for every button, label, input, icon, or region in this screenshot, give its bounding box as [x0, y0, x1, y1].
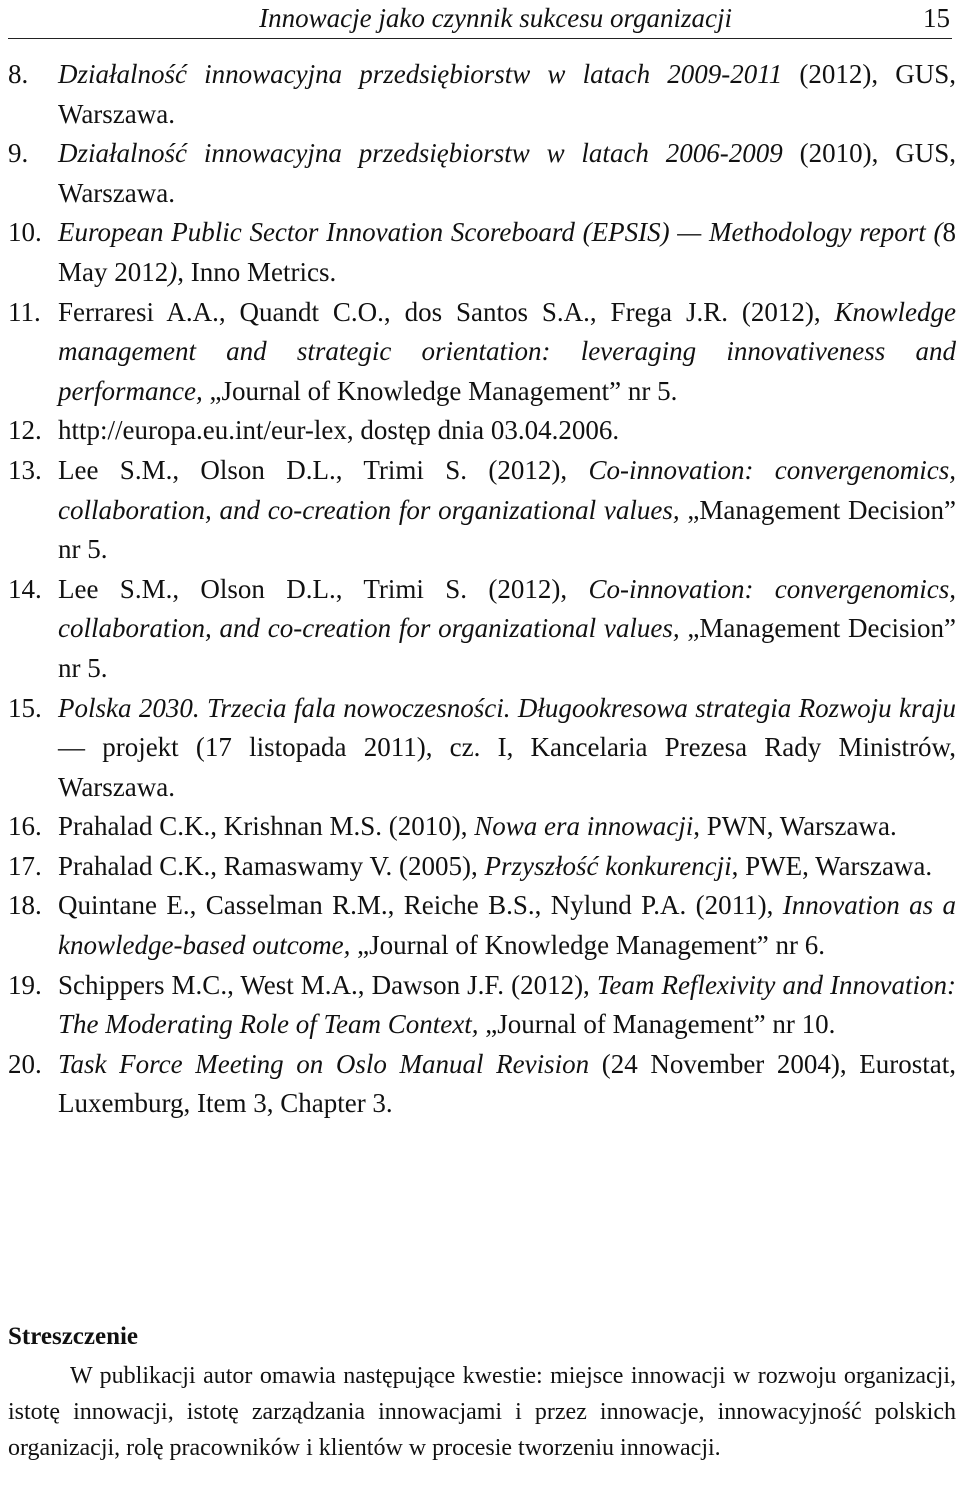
reference-item	[8, 451, 956, 570]
reference-text: „Journal of Knowledge Management” nr 5.	[202, 375, 678, 406]
reference-number: 9.	[8, 138, 29, 169]
reference-text: Lee S.M., Olson D.L., Trimi S. (2012),	[58, 454, 589, 485]
reference-title: Polska 2030. Trzecia fala nowoczesności. Długookresowa strategia Rozwoju kraju	[58, 692, 956, 723]
reference-title: Innovation as a knowledge-based outcome,	[58, 890, 956, 961]
reference-title: Knowledge management and strategic orientation: leveraging innovativeness and performance,	[58, 296, 956, 406]
reference-title: )	[168, 256, 178, 287]
reference-item	[8, 213, 956, 292]
reference-number: 18.	[8, 890, 42, 921]
reference-number: 17.	[8, 850, 42, 881]
reference-item	[8, 807, 956, 847]
reference-text: — projekt (17 listopada 2011), cz. I, Kancelaria Prezesa Rady Ministrów, Warszawa.	[58, 732, 956, 802]
reference-text: http://europa.eu.int/eur-lex, dostęp dnia 03.04.2006.	[58, 415, 620, 446]
reference-text: Prahalad C.K., Ramaswamy V. (2005),	[58, 850, 485, 881]
reference-number: 8.	[8, 59, 29, 89]
reference-title: Co-innovation: convergenomics, collaboration, and co-creation for organizational values,	[58, 573, 956, 644]
reference-number: 12.	[8, 415, 42, 446]
reference-number: 20.	[8, 1048, 42, 1079]
reference-item	[8, 1045, 956, 1124]
reference-item	[8, 293, 956, 412]
reference-title: Team Reflexivity and Innovation: The Moderating Role of Team Context,	[58, 969, 956, 1040]
reference-number: 16.	[8, 811, 42, 842]
reference-number: 13.	[8, 454, 42, 485]
reference-item	[8, 886, 956, 965]
reference-text: „Management Decision” nr 5.	[58, 613, 957, 683]
reference-text: Ferraresi A.A., Quandt C.O., dos Santos S.A., Frega J.R. (2012),	[58, 296, 835, 327]
reference-text: „Management Decision” nr 5.	[58, 494, 957, 565]
page-number: 15	[923, 3, 950, 33]
reference-title: Co-innovation: convergenomics, collaboration, and co-creation for organizational values,	[58, 454, 956, 525]
summary-heading: Streszczenie	[8, 1323, 139, 1350]
reference-text: , Inno Metrics.	[177, 256, 337, 287]
summary-section	[8, 1320, 956, 1466]
reference-text: (2012), GUS, Warszawa.	[58, 59, 957, 129]
reference-text: (2010), GUS, Warszawa.	[58, 138, 956, 208]
reference-text: Prahalad C.K., Krishnan M.S. (2010),	[58, 811, 475, 842]
reference-title: Nowa era innowacji	[474, 811, 694, 842]
reference-text: , PWE, Warszawa.	[731, 850, 933, 881]
reference-text: „Journal of Knowledge Management” nr 6.	[350, 930, 826, 961]
running-title: Innowacje jako czynnik sukcesu organizacji	[259, 3, 732, 33]
reference-item	[8, 134, 956, 213]
summary-text: W publikacji autor omawia następujące kwestie: miejsce innowacji w rozwoju organizacji, istotę innowacji, istotę zarządzania innowacjami i przez innowacje, innowacyjność polskich organizacji, rolę pracowników i klientów w procesie tworzeniu innowacji.	[8, 1363, 956, 1461]
reference-list	[8, 55, 956, 1124]
reference-number: 15.	[8, 692, 42, 723]
reference-number: 19.	[8, 969, 42, 1000]
reference-item	[8, 411, 956, 451]
reference-number: 11.	[8, 296, 41, 327]
reference-title: Przyszłość konkurencji	[484, 850, 732, 881]
reference-text: 8 May 2012	[58, 217, 956, 287]
reference-text: Schippers M.C., West M.A., Dawson J.F. (2012),	[58, 969, 597, 1000]
reference-text: „Journal of Management” nr 10.	[478, 1009, 836, 1040]
reference-item	[8, 689, 956, 808]
reference-item	[8, 847, 956, 887]
running-header	[8, 0, 952, 39]
reference-title: Działalność innowacyjna przedsiębiorstw w latach 2009-2011	[58, 59, 783, 89]
reference-item	[8, 55, 956, 134]
reference-title: Task Force Meeting on Oslo Manual Revision	[58, 1048, 590, 1079]
reference-item	[8, 966, 956, 1045]
reference-text: , PWN, Warszawa.	[693, 811, 897, 842]
reference-number: 14.	[8, 573, 42, 604]
reference-text: Lee S.M., Olson D.L., Trimi S. (2012),	[58, 573, 589, 604]
reference-item	[8, 570, 956, 689]
reference-number: 10.	[8, 217, 42, 248]
reference-text: Quintane E., Casselman R.M., Reiche B.S., Nylund P.A. (2011),	[58, 890, 783, 921]
reference-text: (24 November 2004), Eurostat, Luxemburg, Item 3, Chapter 3.	[58, 1048, 957, 1119]
reference-title: European Public Sector Innovation Scoreboard (EPSIS) — Methodology report (	[58, 217, 943, 248]
reference-title: Działalność innowacyjna przedsiębiorstw w latach 2006-2009	[58, 138, 783, 169]
